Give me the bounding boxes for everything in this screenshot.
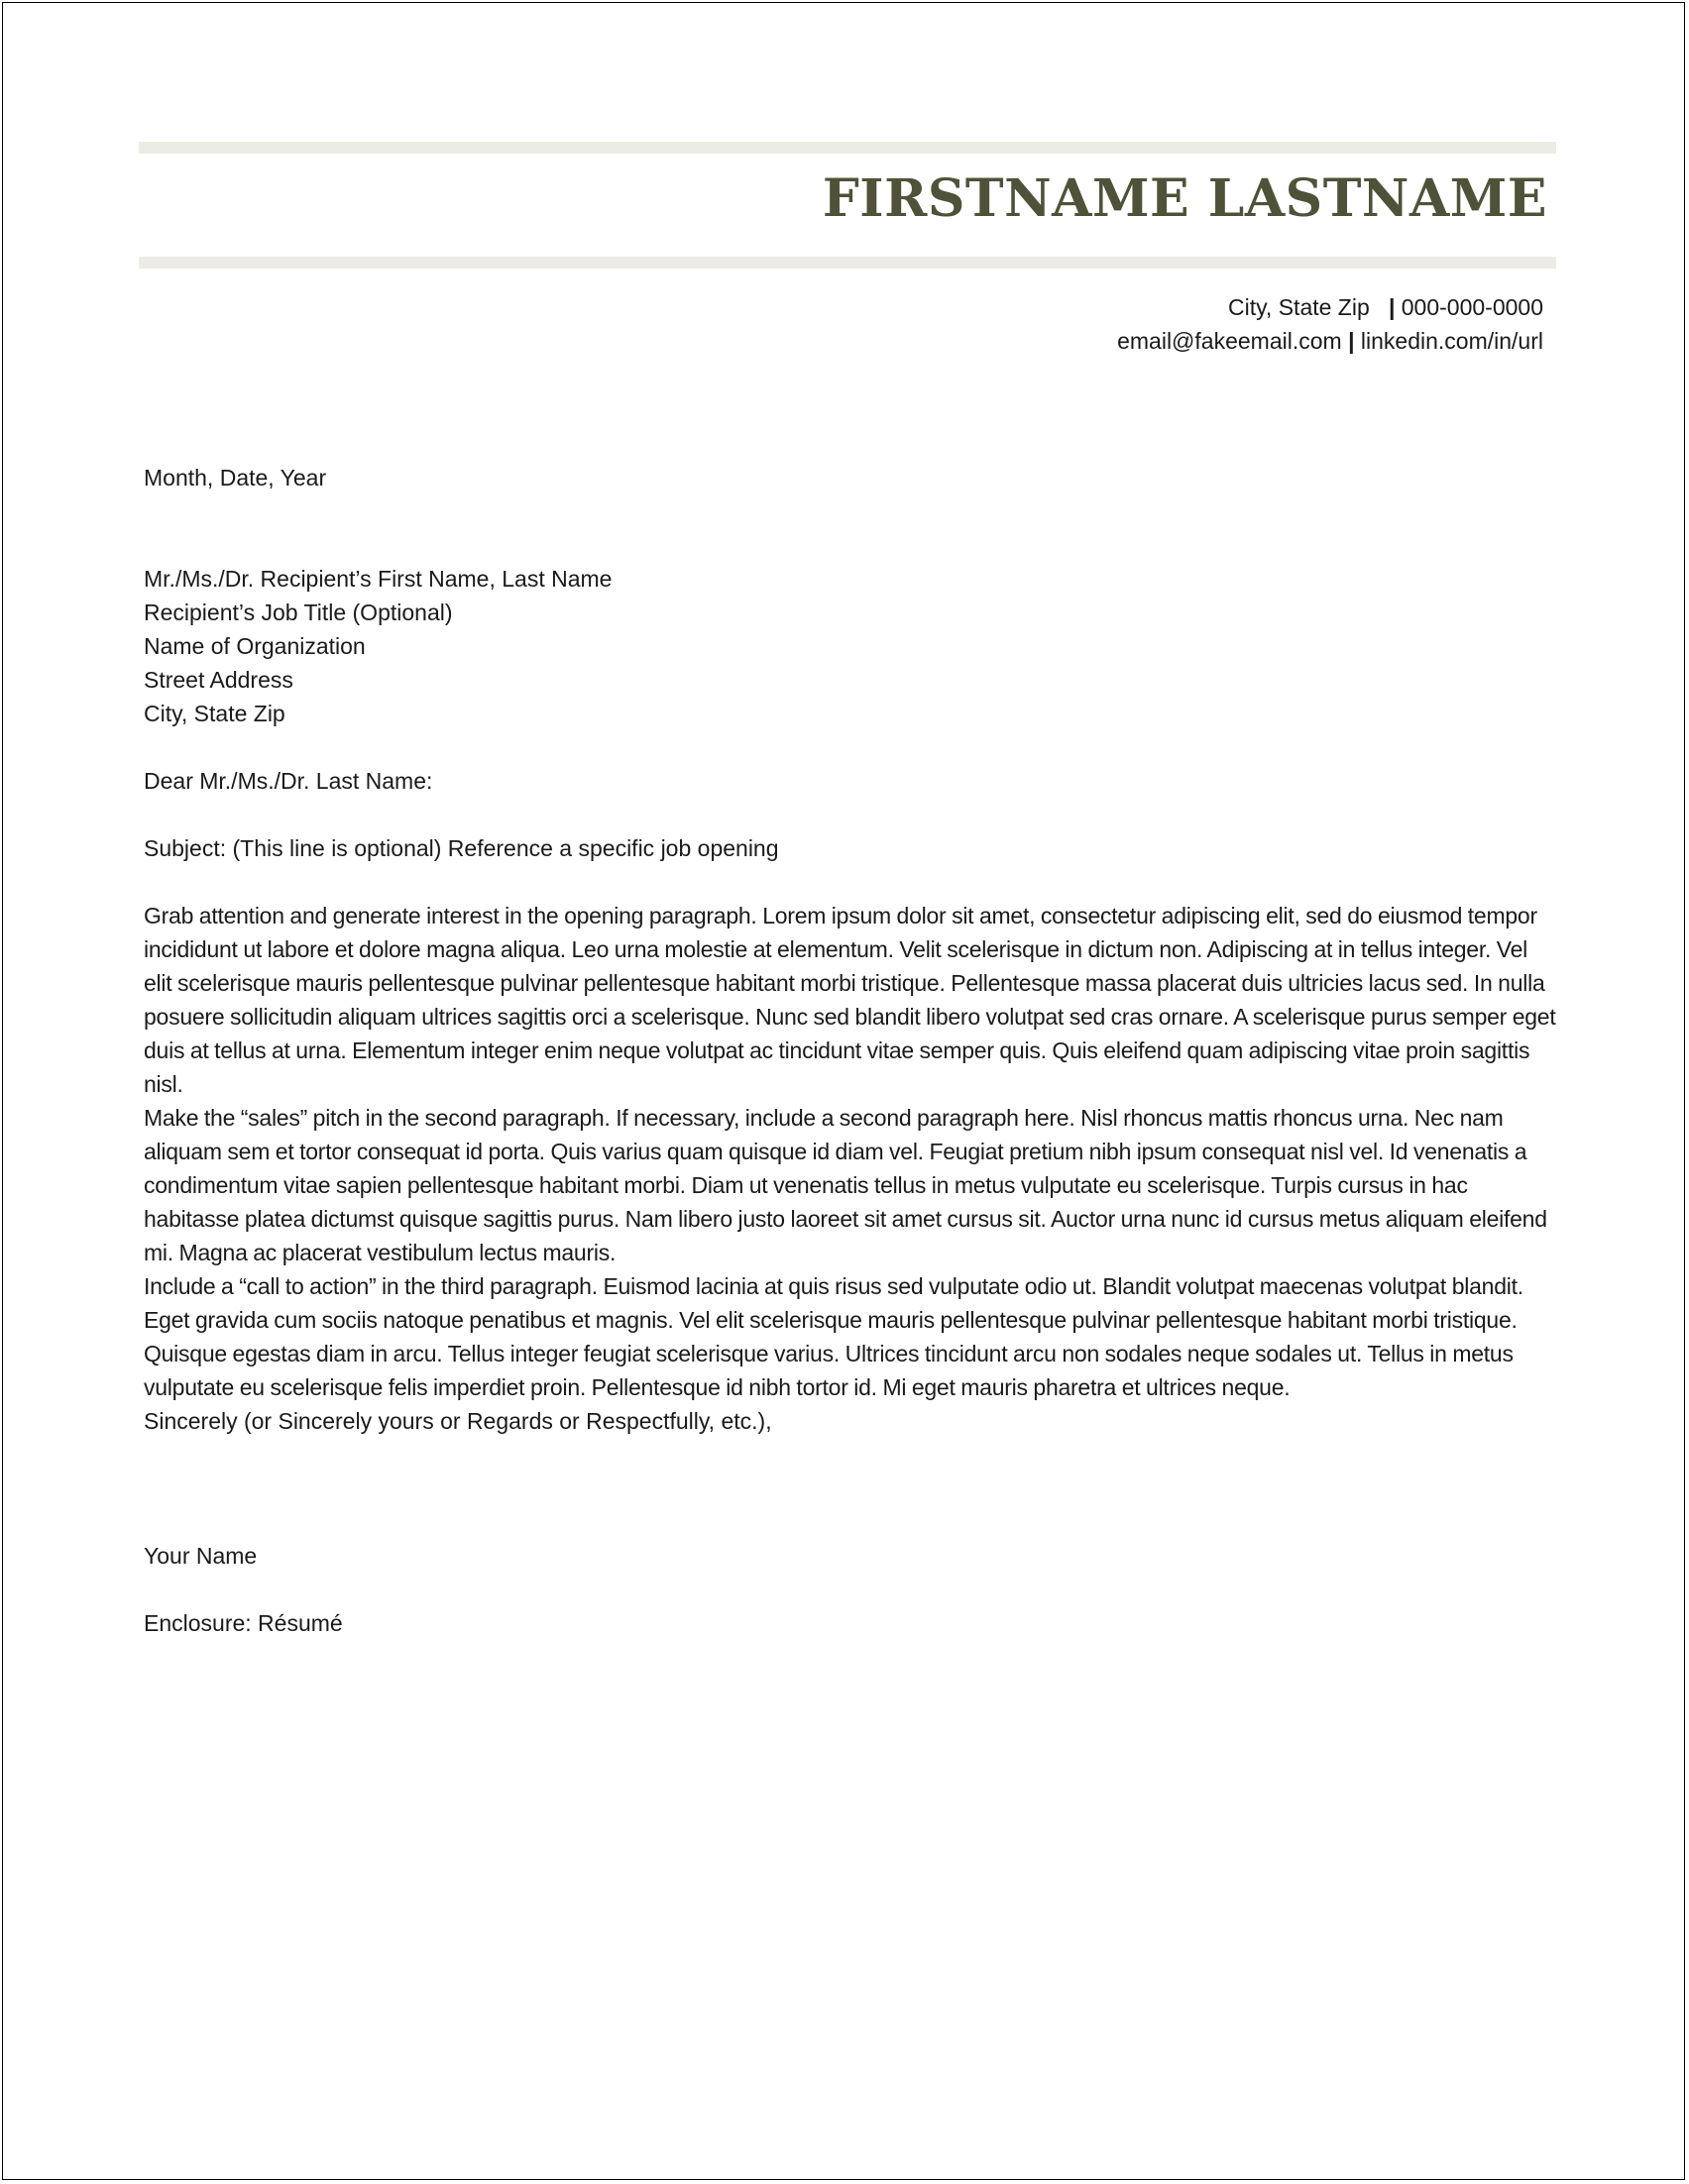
letter-date: Month, Date, Year xyxy=(144,465,327,491)
contact-line-2 xyxy=(1117,324,1543,358)
salutation: Dear Mr./Ms./Dr. Last Name: xyxy=(144,768,433,794)
recipient-organization: Name of Organization xyxy=(144,633,366,659)
contact-line-1 xyxy=(1117,290,1543,324)
header-rule-bottom xyxy=(139,257,1556,269)
enclosure: Enclosure: Résumé xyxy=(144,1610,343,1636)
closing: Sincerely (or Sincerely yours or Regards or Respectfully, etc.), xyxy=(144,1408,772,1434)
contact-separator: | xyxy=(1348,328,1355,354)
contact-phone: 000-000-0000 xyxy=(1401,294,1543,320)
contact-block xyxy=(1117,290,1543,358)
letter-body xyxy=(144,461,1561,1640)
contact-location: City, State Zip xyxy=(1228,294,1370,320)
paragraph-pitch: Make the “sales” pitch in the second paragraph. If necessary, include a second paragraph here. Nisl rhoncus mattis rhoncus urna. Nec nam aliquam sem et tortor consequat id porta. Quis varius quam quisque id diam vel. Feugiat pretium nibh ipsum consequat nisl vel. Id venenatis a condimentum vitae sapien pellentesque habitant morbi. Diam ut venenatis tellus in metus vulputate eu scelerisque. Turpis cursus in hac habitasse platea dictumst quisque sagittis purus. Nam libero justo laoreet sit amet cursus sit. Auctor urna nunc id cursus metus aliquam eleifend mi. Magna ac placerat vestibulum lectus mauris. xyxy=(144,1105,1547,1265)
applicant-name: FIRSTNAME LASTNAME xyxy=(822,168,1547,229)
contact-email[interactable]: email@fakeemail.com xyxy=(1117,328,1342,354)
recipient-city: City, State Zip xyxy=(144,701,285,726)
paragraph-opening: Grab attention and generate interest in the opening paragraph. Lorem ipsum dolor sit amet, consectetur adipiscing elit, sed do eiusmod tempor incididunt ut labore et dolore magna aliqua. Leo urna molestie at elementum. Velit scelerisque in dictum non. Adipiscing at in tellus integer. Vel elit scelerisque mauris pellentesque pulvinar pellentesque habitant morbi tristique. Pellentesque massa placerat duis ultricies lacus sed. In nulla posuere sollicitudin aliquam ultrices sagittis orci a scelerisque. Nunc sed blandit libero volutpat sed cras ornare. A scelerisque purus semper eget duis at tellus at urna. Elementum integer enim neque volutpat ac tincidunt vitae semper quis. Quis eleifend quam adipiscing vitae proin sagittis nisl. xyxy=(144,903,1556,1097)
contact-separator: | xyxy=(1388,294,1396,320)
recipient-name: Mr./Ms./Dr. Recipient’s First Name, Last Name xyxy=(144,566,613,592)
contact-linkedin[interactable]: linkedin.com/in/url xyxy=(1360,328,1543,354)
paragraph-call-to-action: Include a “call to action” in the third paragraph. Euismod lacinia at quis risus sed vulputate odio ut. Blandit volutpat maecenas volutpat blandit. Eget gravida cum sociis natoque penatibus et magnis. Vel elit scelerisque mauris pellentesque pulvinar pellentesque habitant morbi tristique. Quisque egestas diam in arcu. Tellus integer feugiat scelerisque varius. Ultrices tincidunt arcu non sodales neque sodales ut. Tellus in metus vulputate eu scelerisque felis imperdiet proin. Pellentesque id nibh tortor id. Mi eget mauris pharetra et ultrices neque. xyxy=(144,1273,1523,1400)
recipient-block xyxy=(144,562,1561,730)
letter-page xyxy=(2,2,1685,2180)
recipient-street: Street Address xyxy=(144,667,293,693)
recipient-job-title: Recipient’s Job Title (Optional) xyxy=(144,600,453,625)
header-rule-top xyxy=(139,142,1556,154)
signature-name: Your Name xyxy=(144,1543,258,1569)
subject-line: Subject: (This line is optional) Reference a specific job opening xyxy=(144,835,779,861)
